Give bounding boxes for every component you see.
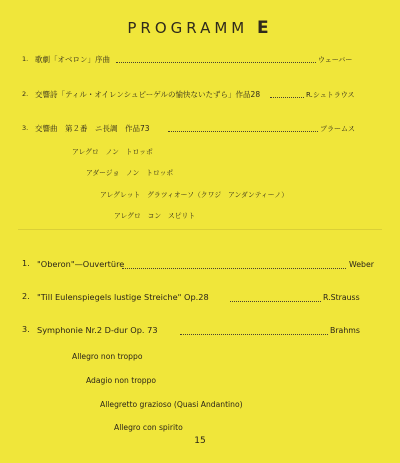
de-item-3-number: 3. (22, 325, 30, 334)
page-title (0, 18, 400, 38)
jp-item-2-composer: R.シュトラウス (306, 91, 355, 99)
title-letter: E (257, 18, 273, 38)
jp-item-3-number: 3. (22, 124, 29, 132)
page-number: 15 (194, 436, 206, 446)
de-item-1-leader (122, 268, 346, 269)
de-movement-4: Allegro con spirito (114, 423, 183, 432)
de-item-1-title: "Oberon"—Ouvertüre (37, 259, 125, 269)
jp-item-1-leader (116, 62, 316, 63)
jp-item-2-number: 2. (22, 90, 29, 98)
de-item-1-number: 1. (22, 259, 30, 268)
de-item-3-composer: Brahms (330, 326, 360, 335)
jp-movement-2: アダージョ ノン トロッポ (86, 169, 174, 177)
de-item-3-leader (180, 334, 328, 335)
section-divider (18, 229, 382, 230)
de-item-2-number: 2. (22, 292, 30, 301)
jp-movement-1: アレグロ ノン トロッポ (72, 148, 153, 156)
de-item-2-leader (230, 301, 321, 302)
de-item-2-composer: R.Strauss (323, 293, 360, 302)
jp-item-1-number: 1. (22, 55, 29, 63)
jp-movement-3: アレグレット グラツィオーソ（クワジ アンダンティーノ） (100, 191, 288, 199)
de-movement-3: Allegretto grazioso (Quasi Andantino) (100, 400, 243, 409)
jp-item-3-composer: ブラームス (320, 125, 355, 133)
jp-item-1-composer: ウェーバー (318, 56, 353, 64)
de-movement-1: Allegro non troppo (72, 352, 143, 361)
jp-item-2-leader (270, 97, 304, 98)
de-item-1-composer: Weber (349, 260, 375, 269)
jp-item-3-leader (168, 131, 318, 132)
jp-item-2-title: 交響詩「ティル・オイレンシュピーゲルの愉快ないたずら」作品28 (35, 90, 261, 99)
de-item-3-title: Symphonie Nr.2 D-dur Op. 73 (37, 325, 158, 335)
jp-item-1-title: 歌劇「オベロン」序曲 (35, 55, 110, 64)
jp-movement-4: アレグロ コン スピリト (114, 212, 196, 220)
de-item-2-title: "Till Eulenspiegels lustige Streiche" Op.28 (37, 292, 209, 302)
de-movement-2: Adagio non troppo (86, 376, 157, 385)
jp-item-3-title: 交響曲 第２番 ニ長調 作品73 (35, 124, 150, 133)
title-text: PROGRAMM (127, 19, 249, 37)
